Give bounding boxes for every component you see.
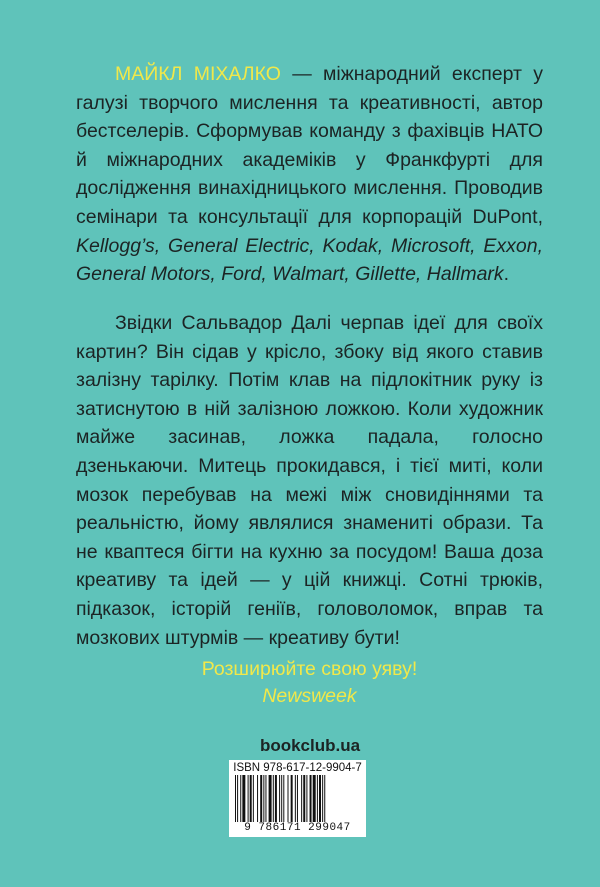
barcode-bar — [273, 775, 274, 822]
barcode-bar — [237, 775, 238, 822]
barcode-bar — [235, 775, 236, 822]
author-name: МАЙКЛ МІХАЛКО — [115, 63, 281, 85]
barcode-bar — [265, 775, 266, 822]
barcode-digits: 9 786171 299047 — [244, 822, 351, 834]
book-description-text: Звідки Сальвадор Далі черпав ідеї для своїх картин? Він сідав у крісло, збоку від якого ставив залізну тарілку. Потім клав на підлокітник руку із затиснутою в ній залізною ложкою. Коли художник майже засинав, ложка падала, голосно дзенькаючи. Митець прокидався, і тієї миті, коли мозок перебував на межі між сновидіннями та реальністю, йому являлися знамениті образи. Та не кваптеся бігти на кухню за посудом! Ваша доза креативу та ідей — у цій книжці. Сотні трюків, підказок, історій геніїв, головоломок, вправ та мозкових штурмів — креативу бути! — [76, 312, 543, 649]
barcode-bar — [297, 775, 298, 822]
author-bio-text: — міжнародний експерт у галузі творчого мислення та креативності, автор бестселерів. Сформував команду з фахівців НАТО й міжнародних академіків у Франкфурті для дослідження винахідницького мислення. Проводив семінари та консультації для корпорацій DuPont, — [76, 63, 544, 228]
review-quote: Розширюйте свою уяву! — [201, 658, 418, 680]
barcode-bar — [269, 775, 272, 822]
barcode-bars — [229, 775, 366, 822]
barcode-bar — [319, 775, 321, 822]
barcode-bar — [248, 775, 249, 822]
barcode-bar — [263, 775, 264, 822]
review-source: Newsweek — [262, 685, 357, 707]
author-bio-clients: Kellogg’s, General Electric, Kodak, Microsoft, Exxon, General Motors, Ford, Walmart, Gillette, Hallmark — [76, 234, 543, 286]
author-bio — [76, 60, 543, 289]
barcode-bar — [260, 775, 262, 822]
barcode-bar — [317, 775, 318, 822]
publisher-website: bookclub.ua — [259, 736, 361, 755]
barcode-bar — [301, 775, 302, 822]
barcode-bar — [279, 775, 280, 822]
barcode-bar — [283, 775, 284, 822]
barcode-bar — [303, 775, 305, 822]
author-bio-end: . — [503, 263, 510, 286]
barcode-bar — [324, 775, 325, 822]
barcode-bar — [310, 775, 312, 822]
barcode-label — [229, 760, 366, 837]
barcode-bar — [306, 775, 307, 822]
barcode-bar — [257, 775, 258, 822]
barcode-bar — [240, 775, 241, 822]
barcode-bar — [275, 775, 277, 822]
book-description — [76, 309, 543, 652]
isbn-number: ISBN 978-617-12-9904-7 — [233, 762, 362, 774]
barcode-bar — [313, 775, 316, 822]
barcode-bar — [291, 775, 293, 822]
barcode-bar — [322, 775, 323, 822]
barcode-bar — [281, 775, 282, 822]
barcode-bar — [250, 775, 252, 822]
barcode-bar — [242, 775, 245, 822]
barcode-bar — [253, 775, 254, 822]
barcode-bar — [295, 775, 296, 822]
barcode-bar — [288, 775, 289, 822]
